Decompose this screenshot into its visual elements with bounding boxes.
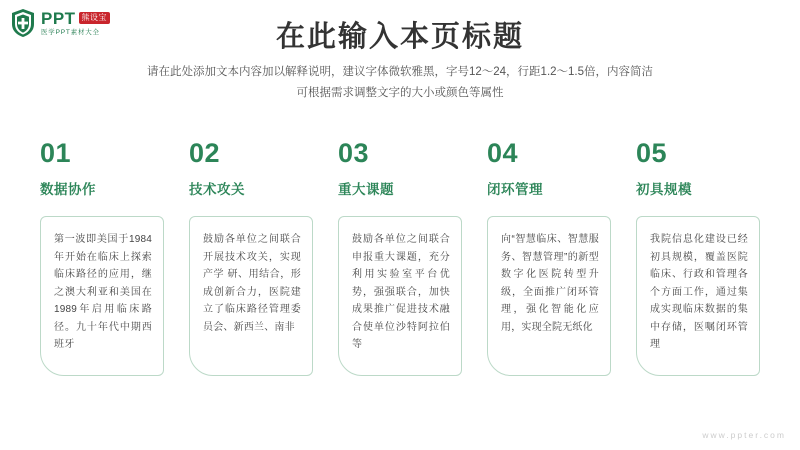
column-body-text: 鼓励各单位之间联合开展技术攻关，实现产学 研、用结合，形成创新合力，医院建立了临床路径管理委员会、新西兰、南非 (203, 234, 301, 333)
column-02 (189, 140, 313, 376)
column-number: 02 (189, 138, 221, 168)
logo-brand-text: PPT (41, 8, 76, 28)
page-title: 在此输入本页标题 (275, 21, 524, 53)
subtitle-line-2: 可根据需求调整文字的大小或颜色等属性 (296, 87, 504, 100)
column-body-text: 鼓励各单位之间联合申报重大课题，充分利用实验室平台优势，强强联合，加快成果推广促进技术融合使单位沙特阿拉伯等 (352, 234, 450, 350)
column-body-text: 我院信息化建设已经初具规模，覆盖医院临床、行政和管理各个方面工作，通过集成实现临床数据的集中存储，医嘱闭环管理 (650, 234, 748, 350)
column-01 (40, 140, 164, 376)
column-card (189, 216, 313, 376)
column-heading: 技术攻关 (189, 182, 245, 197)
column-heading: 初具规模 (636, 182, 692, 197)
column-card (636, 216, 760, 376)
column-heading: 数据协作 (40, 182, 96, 197)
column-body-text: 向“智慧临床、智慧服务、智慧管理”的新型数字化医院转型升级，全面推广闭环管理，强化智能化应用，实现全院无纸化 (501, 234, 599, 333)
column-card (40, 216, 164, 376)
column-body-text: 第一波即美国于1984年开始在临床上探索临床路径的应用，继之澳大利亚和美国在1989年启用临床路径。九十年代中期西班牙 (54, 234, 152, 350)
column-card (487, 216, 611, 376)
footer-watermark: www.ppter.com (702, 430, 786, 440)
column-04 (487, 140, 611, 376)
logo-badge: 熊设宝 (79, 12, 111, 24)
column-number: 01 (40, 138, 72, 168)
content-columns (40, 140, 760, 376)
column-number: 05 (636, 138, 668, 168)
column-card (338, 216, 462, 376)
column-05 (636, 140, 760, 376)
column-number: 03 (338, 138, 370, 168)
column-number: 04 (487, 138, 519, 168)
page-subtitle (0, 62, 800, 105)
column-heading: 重大课题 (338, 182, 394, 197)
logo-tagline: 医学PPT素材大全 (41, 28, 100, 36)
column-03 (338, 140, 462, 376)
column-heading: 闭环管理 (487, 182, 543, 197)
subtitle-line-1: 请在此处添加文本内容加以解释说明，建议字体微软雅黑，字号12～24，行距1.2～1.5倍，内容简洁 (146, 66, 654, 78)
